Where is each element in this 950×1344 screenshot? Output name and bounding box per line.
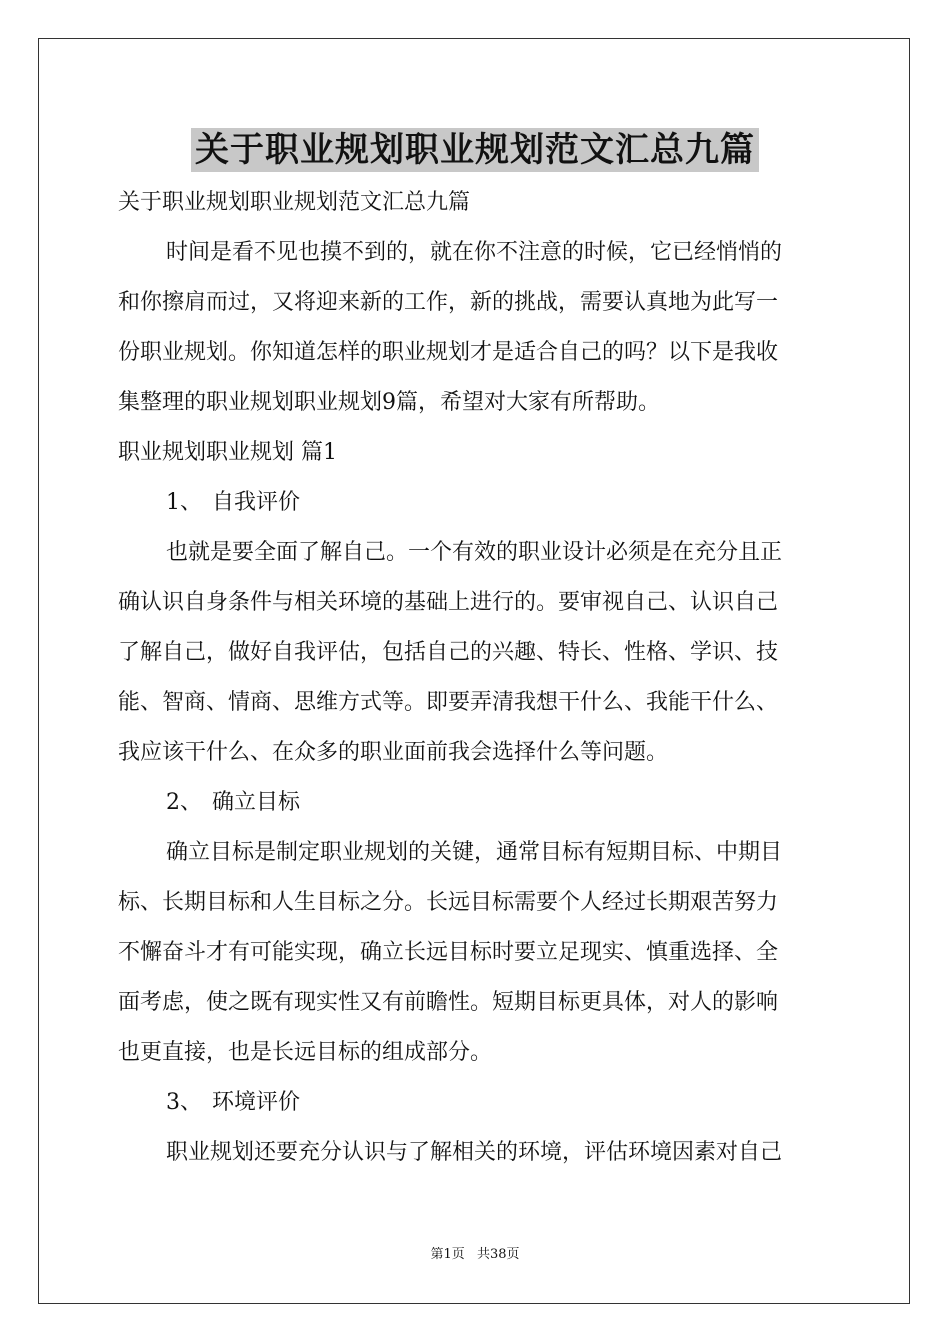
item-heading-text: 环境评价 [212, 1090, 301, 1115]
paragraph-line: 标、长期目标和人生目标之分。长远目标需要个人经过长期艰苦努力 [118, 890, 779, 915]
item-heading-3 [118, 1078, 834, 1128]
page-footer [0, 1246, 950, 1264]
paragraph-line: 职业规划还要充分认识与了解相关的环境，评估环境因素对自己 [166, 1140, 783, 1165]
item-number: 2、 [166, 790, 202, 815]
title-container [0, 128, 950, 172]
paragraph-line: 不懈奋斗才有可能实现，确立长远目标时要立足现实、慎重选择、全 [118, 940, 779, 965]
subtitle: 关于职业规划职业规划范文汇总九篇 [118, 190, 471, 215]
paragraph-line: 了解自己，做好自我评估，包括自己的兴趣、特长、性格、学识、技 [118, 640, 779, 665]
item-number: 3、 [166, 1090, 202, 1115]
paragraph-line: 我应该干什么、在众多的职业面前我会选择什么等问题。 [118, 740, 669, 765]
item-heading-text: 自我评价 [212, 490, 301, 515]
item-heading-2 [118, 778, 834, 828]
paragraph-line: 确认识自身条件与相关环境的基础上进行的。要审视自己、认识自己 [118, 590, 779, 615]
paragraph-line: 面考虑，使之既有现实性又有前瞻性。短期目标更具体，对人的影响 [118, 990, 779, 1015]
paragraph-line: 确立目标是制定职业规划的关键，通常目标有短期目标、中期目 [166, 840, 783, 865]
page-total: 共38页 [476, 1247, 520, 1262]
item-number: 1、 [166, 490, 202, 515]
item-heading-text: 确立目标 [212, 790, 301, 815]
paragraph-line: 也就是要全面了解自己。一个有效的职业设计必须是在充分且正 [166, 540, 783, 565]
intro-line: 和你擦肩而过，又将迎来新的工作，新的挑战，需要认真地为此写一 [118, 290, 779, 315]
document-title: 关于职业规划职业规划范文汇总九篇 [191, 128, 759, 172]
page-number: 第1页 [430, 1247, 465, 1262]
item-heading-1 [118, 478, 834, 528]
paragraph-line: 也更直接，也是长远目标的组成部分。 [118, 1040, 493, 1065]
intro-line: 份职业规划。你知道怎样的职业规划才是适合自己的吗？以下是我收 [118, 340, 779, 365]
section-heading: 职业规划职业规划 篇1 [118, 440, 337, 465]
document-body [118, 178, 834, 1178]
intro-line: 时间是看不见也摸不到的，就在你不注意的时候，它已经悄悄的 [166, 240, 783, 265]
paragraph-line: 能、智商、情商、思维方式等。即要弄清我想干什么、我能干什么、 [118, 690, 779, 715]
intro-line: 集整理的职业规划职业规划9篇，希望对大家有所帮助。 [118, 390, 660, 415]
